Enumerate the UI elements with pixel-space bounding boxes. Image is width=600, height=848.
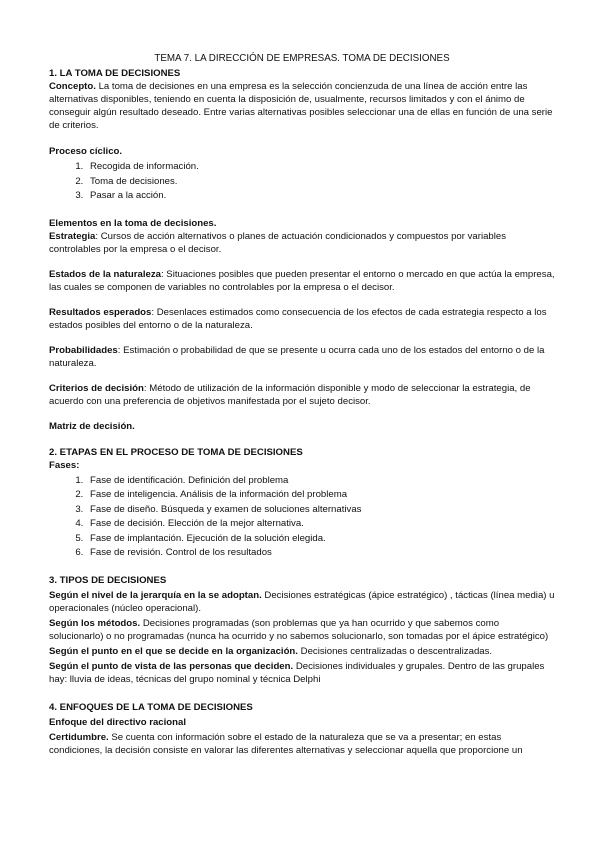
section-1-heading: 1. LA TOMA DE DECISIONES	[49, 68, 181, 79]
type-text: Decisiones estratégicas (ápice estratégico) , tácticas (línea media) u operacionales (núcleo operacional).	[49, 589, 555, 614]
cyclic-process-label: Proceso cíclico.	[49, 146, 123, 157]
definition-term: Probabilidades	[49, 344, 118, 356]
type-paragraph	[49, 660, 555, 686]
definition-paragraph	[49, 230, 555, 256]
type-text: Decisiones programadas (son problemas que ya han ocurrido y que sabemos como solucionarlo) o no programadas (nunca ha ocurrido y no sabemos solucionarlo, son tomadas por el ápice estratégico)	[49, 617, 549, 642]
rational-approach-heading: Enfoque del directivo racional	[49, 716, 187, 728]
type-paragraph	[49, 645, 555, 658]
list-item: 3. Pasar a la acción.	[86, 189, 555, 202]
list-item: 4. Fase de decisión. Elección de la mejor alternativa.	[86, 517, 555, 530]
definition-paragraph	[49, 382, 555, 408]
definition-text: : Método de utilización de la información disponible y modo de seleccionar la estrategia, de acuerdo con una preferencia de objetivos manifestada por el sujeto decisor.	[49, 382, 531, 407]
definition-paragraph	[49, 344, 555, 370]
concept-text: La toma de decisiones en una empresa es la selección concienzuda de una línea de acción entre las alternativas disponibles, teniendo en cuenta la disposición de, usualmente, recursos limitados y con el ánimo de conseguir algún resultado deseado. Entre varias alternativas posibles seleccionar una de ellas en función de una serie de criterios.	[49, 81, 553, 131]
definition-term: Resultados esperados	[49, 306, 152, 318]
section-4-heading: 4. ENFOQUES DE LA TOMA DE DECISIONES	[49, 701, 253, 713]
concept-paragraph	[49, 80, 555, 132]
phases-list	[49, 474, 555, 560]
section-2-heading: 2. ETAPAS EN EL PROCESO DE TOMA DE DECISIONES	[49, 446, 303, 458]
type-text: Decisiones individuales y grupales. Dentro de las grupales hay: lluvia de ideas, técnicas del grupo nominal y técnica Delphi	[49, 660, 545, 685]
definition-term: Estados de la naturaleza	[49, 268, 161, 280]
type-term: Según el nivel de la jerarquía en la se adoptan.	[49, 589, 262, 601]
definition-text: : Desenlaces estimados como consecuencia de los efectos de cada estrategia respecto a los estados posibles del entorno o de la naturaleza.	[49, 306, 547, 331]
list-item: 3. Fase de diseño. Búsqueda y examen de soluciones alternativas	[86, 503, 555, 516]
type-paragraph	[49, 589, 555, 615]
definition-text: : Situaciones posibles que pueden presentar el entorno o mercado en que actúa la empresa, las cuales se componen de variables no controlables por la empresa o el decisor.	[49, 268, 555, 293]
decision-matrix-label: Matriz de decisión.	[49, 420, 135, 432]
definition-text: : Estimación o probabilidad de que se presente u ocurra cada uno de los estados del entorno o de la naturaleza.	[49, 344, 545, 369]
type-term: Según el punto de vista de las personas que deciden.	[49, 660, 294, 672]
definition-term: Estrategia	[49, 230, 96, 242]
document-title: TEMA 7. LA DIRECCIÓN DE EMPRESAS. TOMA DE DECISIONES	[154, 53, 450, 64]
list-item: 2. Fase de inteligencia. Análisis de la información del problema	[86, 488, 555, 501]
section-3-heading: 3. TIPOS DE DECISIONES	[49, 574, 167, 586]
list-item: 1. Fase de identificación. Definición del problema	[86, 474, 555, 487]
list-item: 5. Fase de implantación. Ejecución de la solución elegida.	[86, 532, 555, 545]
definition-paragraph	[49, 268, 555, 294]
type-term: Según los métodos.	[49, 617, 141, 629]
type-text: Decisiones centralizadas o descentralizadas.	[297, 645, 493, 657]
type-paragraph	[49, 617, 555, 643]
definition-term: Criterios de decisión	[49, 382, 144, 394]
list-item: 6. Fase de revisión. Control de los resultados	[86, 546, 555, 559]
list-item: 2. Toma de decisiones.	[86, 175, 555, 188]
type-term: Según el punto en el que se decide en la organización.	[49, 645, 298, 657]
certainty-text: Se cuenta con información sobre el estado de la naturaleza que se va a presentar; en estas condiciones, la decisión consiste en valorar las diferentes alternativas y seleccionar aquella que proporcione un	[49, 731, 523, 756]
elements-label: Elementos en la toma de decisiones.	[49, 217, 217, 229]
certainty-label: Certidumbre.	[49, 731, 109, 743]
list-item: 1. Recogida de información.	[86, 160, 555, 173]
certainty-paragraph	[49, 731, 555, 757]
definition-paragraph	[49, 306, 555, 332]
definition-text: : Cursos de acción alternativos o planes de actuación condicionados y compuestos por variables controlables por la empresa o el decisor.	[49, 230, 507, 255]
concept-label: Concepto.	[49, 81, 96, 92]
document-body	[49, 52, 555, 757]
phases-label: Fases:	[49, 459, 80, 471]
cyclic-process-list	[49, 160, 555, 202]
